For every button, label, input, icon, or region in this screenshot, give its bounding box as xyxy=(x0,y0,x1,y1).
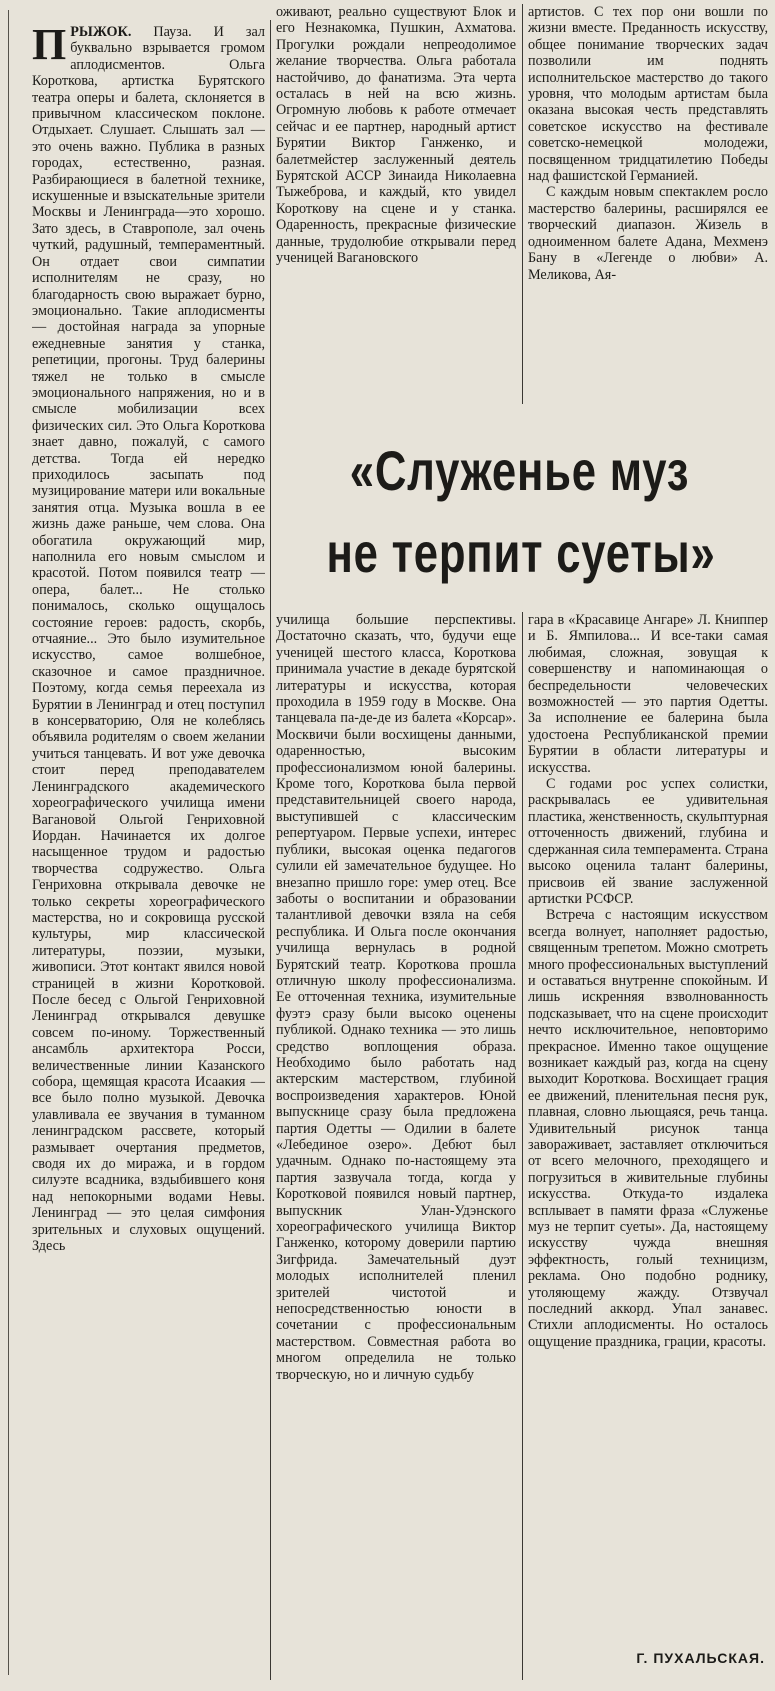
column-3-bottom-paragraph-3: Встреча с настоящим искусством всегда волнует, наполняет радостью, священным трепетом. Можно смотреть много профессиональных выступлений и оставаться внутренне спокойным. И лишь искренняя взволнованность подсказывает, что на сцене происходит нечто исключительное, неповторимо прекрасное. Именно такое ощущение возникает каждый раз, когда на сцену выходит Короткова. Восхищает грация ее движений, пленительная песня рук, плавная, словно льющаяся, речь танца. Удивительный рисунок танца завораживает, заставляет отключиться от всего мелочного, преходящего и погрузиться в живительные глубины искусства. Откуда-то издалека всплывает в памяти фраза «Служенье муз не терпит суеты». Да, настоящему искусству чужда внешняя эффектность, голый техницизм, реклама. Оно подобно роднику, утоляющему жажду. Отзвучал последний аккорд. Упал занавес. Стихли аплодисменты. Но осталось ощущение праздника, грации, красоты. xyxy=(528,907,768,1350)
column-3-top xyxy=(528,4,768,422)
headline-line-2: не терпит суеты» xyxy=(326,521,716,584)
lead-paragraph xyxy=(32,24,265,1254)
column-2-bottom-text: училища большие перспективы. Достаточно сказать, что, будучи еще ученицей шестого класса, Короткова принимала участие в декаде бурятской литературы и искусства, которая проходила в 1959 году в Москве. Она танцевала па-де-де из балета «Корсар». Москвичи были восхищены данными, одаренностью, высоким профессионализмом юной балерины. Кроме того, Короткова была первой представительницей своего народа, выступившей с классическим репертуаром. Первые успехи, интерес публики, высокая оценка педагогов сулили ей замечательное будущее. Но внезапно пришло горе: умер отец. Все заботы о воспитании и образовании талантливой девочки взяла на себя республика. И Ольга после окончания училища вернулась в родной Бурятский театр. Короткова прошла отличную школу профессионализма. Ее отточенная техника, изумительные фуэтэ сразу были высоко оценены публикой. Однако техника — это лишь средство воплощения образа. Необходимо было работать над актерским мастерством, глубиной воспроизведения характеров. Юной выпускнице сразу была предложена партия Одетты — Одилии в балете «Лебединое озеро». Дебют был удачным. Однако по-настоящему эта партия зазвучала тогда, когда у Коротковой появился новый партнер, выпускник Улан-Удэнского хореографического училища Виктор Ганженко, которому доверили партию Зигфрида. Замечательный дуэт молодых исполнителей пленил зрителей чистотой и непосредственностью юности в сочетании с профессиональным мастерством. Совместная работа во многом определила не только творческую, но и личную судьбу xyxy=(276,612,516,1383)
column-2-bottom xyxy=(276,612,516,1684)
column-rule-2-bottom xyxy=(522,612,523,1680)
column-3-bottom xyxy=(528,612,768,1642)
column-1 xyxy=(32,24,265,1684)
column-3-bottom-paragraph-2: С годами рос успех солистки, раскрывалась ее удивительная пластика, женственность, скульптурная отточенность движений, глубина и сдержанная сила темперамента. Страна высоко оценила талант балерины, присвоив ей звание заслуженной артистки РСФСР. xyxy=(528,776,768,907)
column-rule-1 xyxy=(270,20,271,1680)
page-edge-rule xyxy=(8,10,9,1675)
headline-line-1: «Служенье муз xyxy=(349,439,690,502)
author-signature: Г. ПУХАЛЬСКАЯ. xyxy=(636,1650,765,1666)
lead-word: РЫЖОК. xyxy=(70,24,132,40)
headline xyxy=(326,430,716,610)
column-2-top-text: оживают, реально существуют Блок и его Незнакомка, Пушкин, Ахматова. Прогулки рождали непреодолимое желание творчества. Ольга работала настойчиво, до фанатизма. Эта черта осталась в ней на всю жизнь. Огромную любовь к работе отмечает сейчас и ее партнер, народный артист Бурятии Виктор Ганженко, и балетмейстер заслуженный деятель Бурятской АССР Зинаида Николаевна Тыжеброва, и каждый, кто увидел Короткову на сцене и у станка. Одаренность, прекрасные физические данные, трудолюбие открывали перед ученицей Вагановского xyxy=(276,4,516,267)
column-1-text: Пауза. И зал буквально взрывается громом аплодисментов. Ольга Короткова, артистка Бурятского театра оперы и балета, склоняется в привычном классическом поклоне. Отдыхает. Слушает. Слышать зал — это очень важно. Публика в разных городах, естественно, разная. Разбирающиеся в балетной технике, искушенные и взыскательные зрители Москвы и Ленинграда—это хорошо. Зато здесь, в Ставрополе, зал очень чуткий, радушный, темпераментный. Он отдает свои симпатии исполнителям не сразу, но благодарность свою выражает бурно, эмоционально. Такие аплодисменты — достойная награда за упорные ежедневные занятия у станка, репетиции, прогоны. Труд балерины тяжел не только в смысле эмоционального напряжения, но и в смысле мобилизации всех физических сил. Это Ольга Короткова знает давно, пожалуй, с самого детства. Тогда ей нередко приходилось засыпать под музицирование матери или вокальные занятия отца. Музыка вошла в ее жизнь даже раньше, чем слова. Она обогатила окружающий мир, наполнила его новым смыслом и красотой. Потом появился театр — опера, балет... Не столько понималось, сколько ощущалось состояние героев: радость, скорбь, отчаяние... Это было изумительное искусство, самое волшебное, сказочное и самое праздничное. Поэтому, когда семья переехала из Бурятии в Ленинград и отец поступил в консерваторию, Оля не колеблясь объявила родителям о своем желании учиться танцевать. И вот уже девочка стоит перед преподавателем Ленинградского академического хореографического училища имени Вагановой Ольгой Генриховной Иордан. Начинается их долгое насыщенное трудом и радостью творчества содружество. Ольга Генриховна открывала девочке не только секреты хореографического мастерства, но и сокровища русской культуры, мир классической литературы, поэзии, музыки, живописи. Этот контакт явился новой страницей в жизни Коротковой. После бесед с Ольгой Генриховной Ленинград открывался девушке совсем по-иному. Торжественный ансамбль архитектора Росси, величественные линии Казанского собора, щемящая красота Исаакия — все было полно музыкой. Девочка улавливала ее звучания в туманном ленинградском рассвете, который размывает очертания предметов, сводя их до миража, и в гордом силуэте всадника, вздыбившего коня над непокорными водами Невы. Ленинград — это целая симфония зрительных и слуховых ощущений. Здесь xyxy=(32,24,265,1255)
column-rule-2-top xyxy=(522,4,523,404)
column-3-bottom-paragraph-1: гара в «Красавице Ангаре» Л. Книппер и Б. Ямпилова... И все-таки самая любимая, сложная, зовущая к совершенству и напоминающая о беспредельности человеческих возможностей — это партия Одетты. За исполнение ее балерина была удостоена Республиканской премии Бурятии в области литературы и искусства. xyxy=(528,612,768,776)
column-3-top-paragraph-2: С каждым новым спектаклем росло мастерство балерины, расширялся ее творческий диапазон. Жизель в одноименном балете Адана, Мехменэ Бану в «Легенде о любви» А. Меликова, Ая- xyxy=(528,184,768,283)
column-3-top-paragraph-1: артистов. С тех пор они вошли по жизни вместе. Преданность искусству, общее понимание творческих задач позволили им поднять исполнительское мастерство до такого уровня, что молодым артистам была оказана высокая честь представлять советское искусство на фестивале советско-немецкой молодежи, посвященном тридцатилетию Победы над фашистской Германией. xyxy=(528,4,768,185)
drop-cap: П xyxy=(32,24,67,69)
column-2-top xyxy=(276,4,516,422)
